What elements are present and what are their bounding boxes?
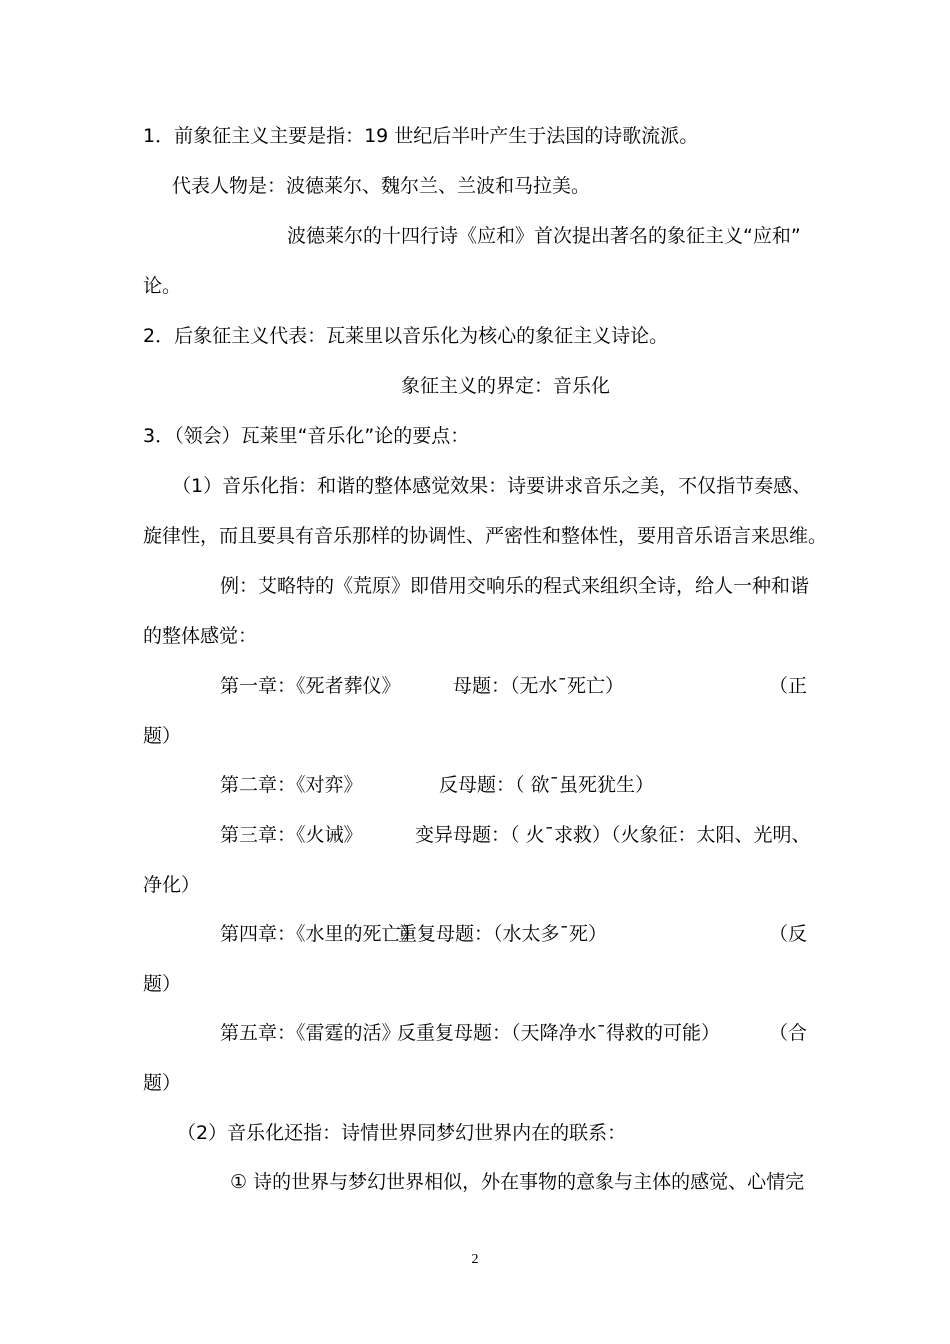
paragraph-2: 2．后象征主义代表：瓦莱里以音乐化为核心的象征主义诗论。: [143, 325, 669, 347]
point-2-item-1: ① 诗的世界与梦幻世界相似，外在事物的意象与主体的感觉、心情完: [230, 1171, 805, 1193]
chapter-motif: 反重复母题：（天降净水¯得救的可能）: [397, 1022, 721, 1044]
chapter-tag: （正: [768, 675, 807, 697]
correspondence-line: 波德莱尔的十四行诗《应和》首次提出著名的象征主义“应和”: [287, 225, 801, 247]
chapter-motif: 变异母题：（ 火¯求救）（火象征：太阳、光明、: [415, 824, 811, 846]
chapter-tag-continued: 题）: [143, 1072, 182, 1094]
chapter-tag-continued: 题）: [143, 973, 182, 995]
chapter-tag-continued: 题）: [143, 725, 182, 747]
point-1-line-1: （1）音乐化指：和谐的整体感觉效果：诗要讲求音乐之美，不仅指节奏感、: [172, 475, 812, 497]
chapter-title: 第四章：《水里的死亡》: [220, 923, 420, 945]
correspondence-line-end: 论。: [143, 275, 182, 297]
example-line-1: 例：艾略特的《荒原》即借用交响乐的程式来组织全诗，给人一种和谐: [220, 575, 810, 597]
chapter-motif: 重复母题：（水太多¯死）: [398, 923, 608, 945]
point-1-line-2: 旋律性，而且要具有音乐那样的协调性、严密性和整体性，要用音乐语言来思维。: [143, 525, 828, 547]
paragraph-3-heading: 3．（领会）瓦莱里“音乐化”论的要点：: [143, 425, 470, 447]
definition-line: 象征主义的界定：音乐化: [401, 375, 611, 397]
chapter-title: 第五章：《雷霆的活》: [220, 1022, 401, 1044]
chapter-tag: （合: [768, 1022, 807, 1044]
chapter-tag: （反: [768, 923, 807, 945]
chapter-title: 第二章：《对弈》: [220, 774, 363, 796]
chapter-title: 第三章：《火诫》: [220, 824, 363, 846]
paragraph-1: 1．前象征主义主要是指：19 世纪后半叶产生于法国的诗歌流派。: [143, 125, 699, 147]
chapter-tag-continued: 净化）: [143, 874, 201, 896]
chapter-motif: 反母题：（ 欲¯虽死犹生）: [439, 774, 655, 796]
page-number: 2: [471, 1252, 479, 1267]
chapter-motif: 母题：（无水¯死亡）: [453, 675, 625, 697]
example-line-2: 的整体感觉：: [143, 625, 258, 647]
point-2-heading: （2）音乐化还指：诗情世界同梦幻世界内在的联系：: [177, 1122, 627, 1144]
representatives-line: 代表人物是：波德莱尔、魏尔兰、兰波和马拉美。: [172, 175, 591, 197]
chapter-title: 第一章：《死者葬仪》: [220, 675, 401, 697]
